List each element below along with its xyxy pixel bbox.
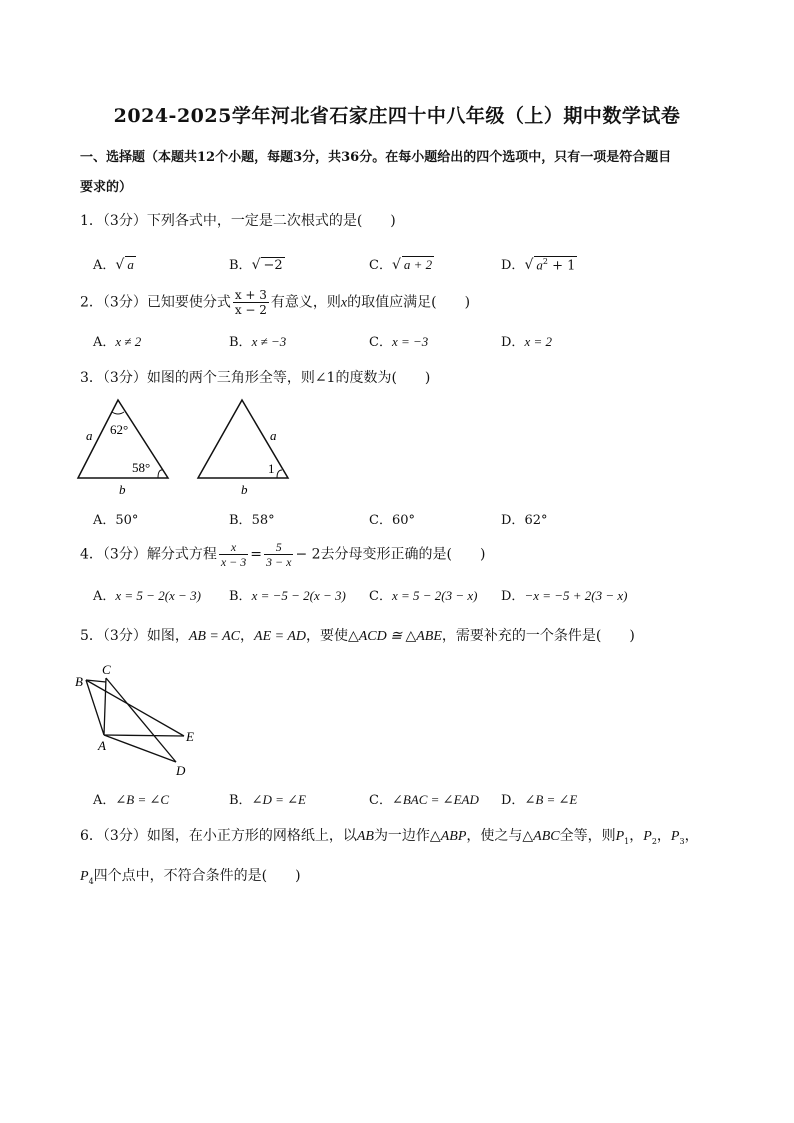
right-side-label: a xyxy=(270,428,277,443)
page-title: 2024-2025学年河北省石家庄四十中八年级（上）期中数学试卷 xyxy=(113,105,681,127)
question-6-stem-cont: $P_4$四个点中，不符合条件的是( ) xyxy=(80,868,301,886)
q1-option-a: A．√ a xyxy=(93,257,134,273)
question-6-stem: 6．（3分）如图，在小正方形的网格纸上，以AB为一边作△ABP，使之与△ABC全等，则$P_1$，$P_2$，$P_3$， xyxy=(80,828,699,846)
q5-option-d: D．∠B = ∠E xyxy=(501,792,578,808)
section-heading-cont: 要求的） xyxy=(80,180,133,195)
q5-option-c: C．∠BAC = ∠EAD xyxy=(369,792,479,808)
q2-option-c: C．x = −3 xyxy=(369,334,429,350)
q2-option-b: B．x ≠ −3 xyxy=(229,334,287,350)
top-angle-arc xyxy=(112,412,124,414)
point-b-label: B xyxy=(75,674,83,689)
q2-option-d: D．x = 2 xyxy=(501,334,552,350)
point-e-label: E xyxy=(186,729,194,744)
bottom-right-angle-arc xyxy=(158,470,163,478)
top-angle-label: 62° xyxy=(110,422,129,437)
q3-option-d: D．62° xyxy=(501,513,548,528)
q3-option-a: A．50° xyxy=(93,513,139,528)
q5-option-b: B．∠D = ∠E xyxy=(229,792,306,808)
question-1-stem: 1．（3分）下列各式中，一定是二次根式的是( ) xyxy=(80,213,396,229)
left-bottom-label: b xyxy=(119,482,126,497)
right-bottom-label: b xyxy=(241,482,248,497)
q1-option-b: B．√ −2 xyxy=(229,257,283,273)
q4-option-c: C．x = 5 − 2(3 − x) xyxy=(369,588,478,604)
question-3-stem: 3．（3分）如图的两个三角形全等，则∠1的度数为( ) xyxy=(80,370,431,386)
q3-triangles-figure xyxy=(74,396,304,498)
q1-option-d: D．√ $a^2 + 1$ xyxy=(501,256,576,273)
left-side-label: a xyxy=(86,428,93,443)
q2-option-a: A．x ≠ 2 xyxy=(93,334,142,350)
q5-option-a: A．∠B = ∠C xyxy=(93,792,170,808)
question-5-stem: 5．（3分）如图，AB = AC，AE = AD，要使△ACD ≅ △ABE，需要补充的一个条件是( ) xyxy=(80,628,635,644)
angle-one-label: 1 xyxy=(268,461,275,476)
q5-figure xyxy=(72,660,202,778)
q3-option-c: C．60° xyxy=(369,513,415,528)
q1-option-c: C．√ a + 2 xyxy=(369,257,433,273)
q4-option-a: A．x = 5 − 2(x − 3) xyxy=(93,588,201,604)
question-2-stem: 2．（3分）已知要使分式 $\frac{x + 3}{x - 2}$ 有意义，则x的取值应满足( ) xyxy=(80,288,471,317)
angle-one-arc xyxy=(277,470,282,478)
point-c-label: C xyxy=(102,662,111,677)
question-4-stem: 4．（3分）解分式方程 $\frac{x}{x - 3}$ = $\frac{5}{3 - x}$ − 2去分母变形正确的是( ) xyxy=(80,540,486,569)
point-d-label: D xyxy=(176,763,186,778)
q4-option-d: D．−x = −5 + 2(3 − x) xyxy=(501,588,628,604)
point-a-label: A xyxy=(98,738,106,753)
q3-option-b: B．58° xyxy=(229,513,275,528)
bottom-right-angle-label: 58° xyxy=(132,460,151,475)
q4-option-b: B．x = −5 − 2(x − 3) xyxy=(229,588,346,604)
section-heading: 一、选择题（本题共12个小题，每题3分，共36分。在每小题给出的四个选项中，只有一项是符合题目 xyxy=(80,150,672,165)
